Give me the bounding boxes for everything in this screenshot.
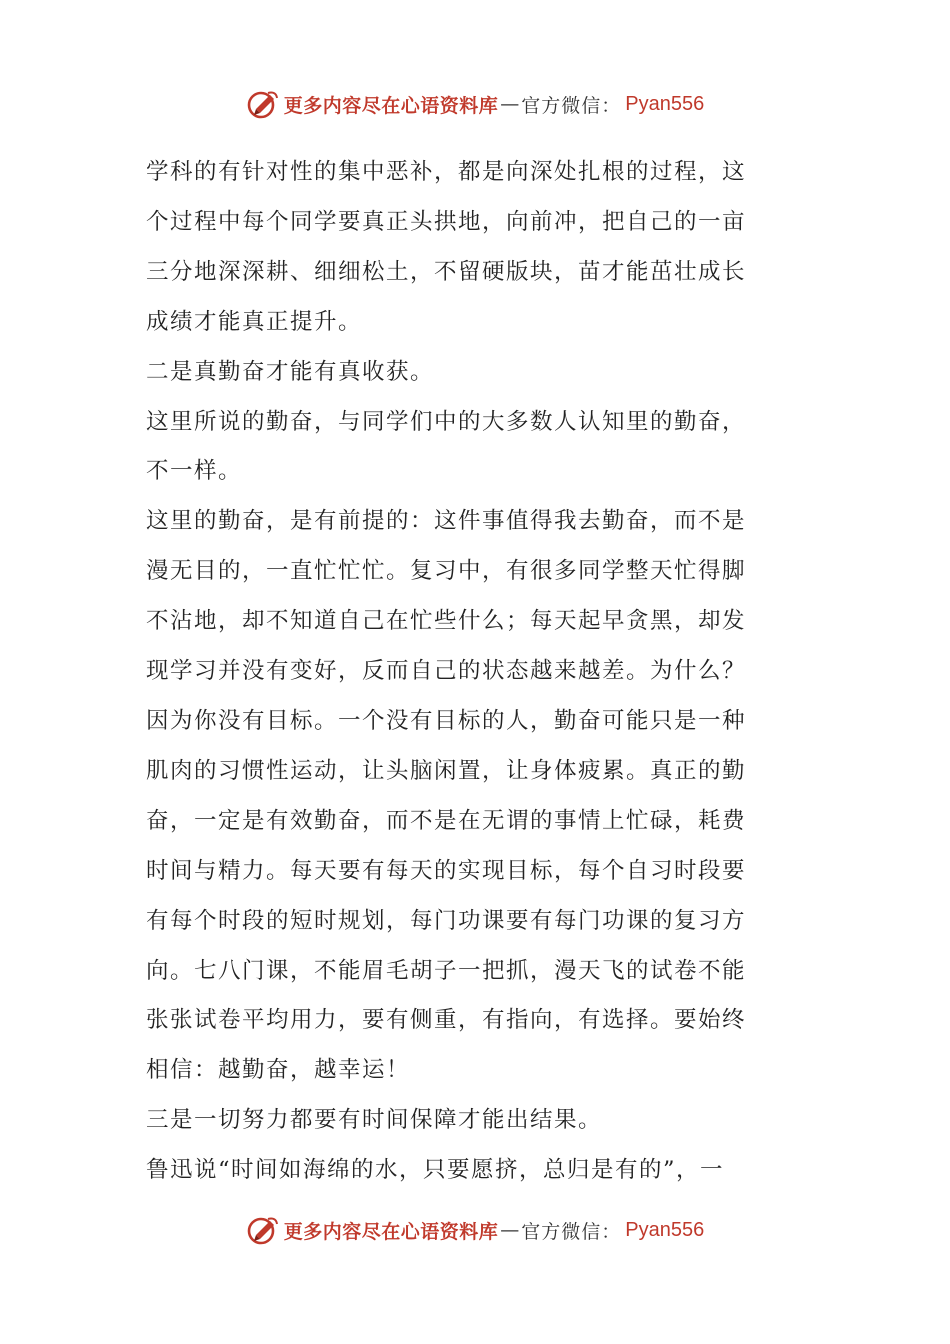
- header-watermark: [0, 84, 950, 124]
- footer-dash: —: [500, 1219, 520, 1241]
- text-line: 现学习并没有变好，反而自己的状态越来越差。为什么？: [146, 658, 747, 685]
- text-line: 这里所说的勤奋，与同学们中的大多数人认知里的勤奋，: [146, 408, 747, 435]
- text-line: 三分地深深耕、细细松土，不留硬版块，苗才能茁壮成长: [146, 258, 747, 285]
- text-line: 个过程中每个同学要真正头拱地，向前冲，把自己的一亩: [146, 208, 747, 235]
- text-line: 有每个时段的短时规划，每门功课要有每门功课的复习方: [146, 907, 747, 934]
- document-body: [146, 148, 806, 1196]
- text-line: 鲁迅说“时间如海绵的水，只要愿挤，总归是有的”，一: [146, 1157, 725, 1184]
- text-line: 这里的勤奋，是有前提的：这件事值得我去勤奋，而不是: [146, 508, 747, 535]
- header-wechat-id: Pyan556: [625, 92, 705, 115]
- text-line: 奋，一定是有效勤奋，而不是在无谓的事情上忙碌，耗费: [146, 807, 747, 834]
- header-official-label: 官方微信：: [521, 94, 622, 117]
- pen-logo-icon: [246, 1213, 280, 1247]
- text-line: 时间与精力。每天要有每天的实现目标，每个自习时段要: [146, 857, 747, 884]
- section-heading: 二是真勤奋才能有真收获。: [146, 358, 435, 385]
- footer-wechat-id: Pyan556: [625, 1218, 705, 1241]
- text-line: 漫无目的，一直忙忙忙。复习中，有很多同学整天忙得脚: [146, 558, 747, 585]
- text-line: 不一样。: [146, 458, 243, 485]
- text-line: 不沾地，却不知道自己在忙些什么；每天起早贪黑，却发: [146, 608, 747, 635]
- footer-site-text: 更多内容尽在心语资料库: [283, 1220, 499, 1243]
- pen-logo-icon: [246, 87, 280, 121]
- text-line: 成绩才能真正提升。: [146, 308, 363, 335]
- text-line: 相信：越勤奋，越幸运！: [146, 1057, 411, 1084]
- text-line: 学科的有针对性的集中恶补，都是向深处扎根的过程，这: [146, 159, 747, 185]
- text-line: 因为你没有目标。一个没有目标的人，勤奋可能只是一种: [146, 707, 747, 734]
- text-line: 肌肉的习惯性运动，让头脑闲置，让身体疲累。真正的勤: [146, 757, 747, 784]
- footer-official-label: 官方微信：: [521, 1220, 622, 1243]
- text-line: 张张试卷平均用力，要有侧重，有指向，有选择。要始终: [146, 1007, 747, 1034]
- section-heading: 三是一切努力都要有时间保障才能出结果。: [146, 1107, 603, 1134]
- header-site-text: 更多内容尽在心语资料库: [283, 94, 499, 117]
- text-line: 向。七八门课，不能眉毛胡子一把抓，漫天飞的试卷不能: [146, 957, 747, 984]
- footer-watermark: [0, 1210, 950, 1250]
- header-dash: —: [500, 93, 520, 115]
